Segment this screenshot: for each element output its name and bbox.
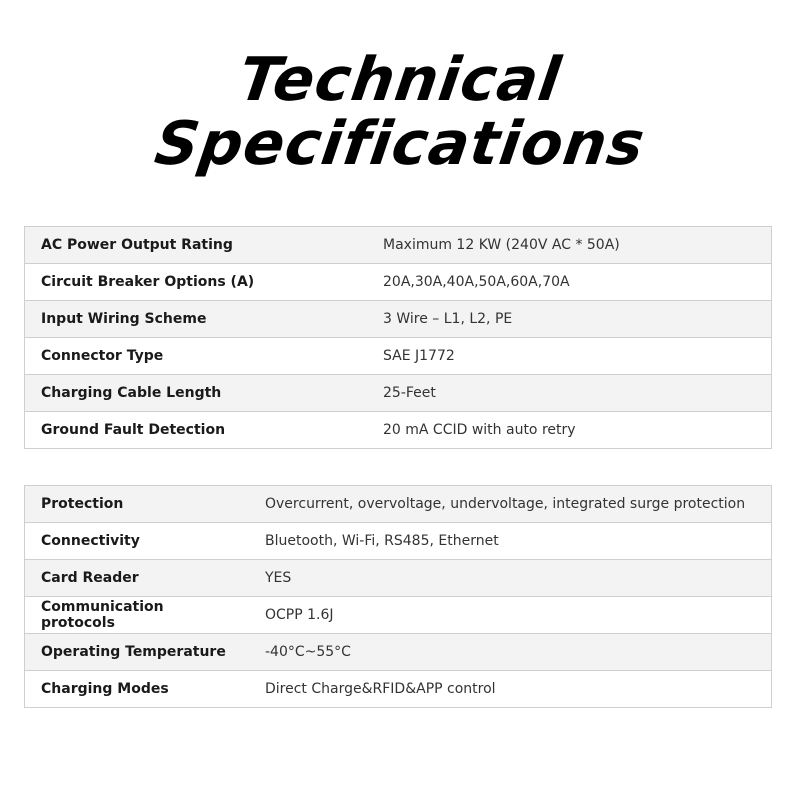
spec-value: SAE J1772 <box>367 338 772 375</box>
spec-label: Operating Temperature <box>25 634 250 671</box>
spec-value: Overcurrent, overvoltage, undervoltage, integrated surge protection <box>249 486 772 523</box>
spec-label: Input Wiring Scheme <box>25 301 368 338</box>
table-row <box>25 560 772 597</box>
spec-value: 20A,30A,40A,50A,60A,70A <box>367 264 772 301</box>
table-row <box>25 671 772 708</box>
table-row <box>25 301 772 338</box>
table-row <box>25 227 772 264</box>
table-row <box>25 375 772 412</box>
spec-value: Bluetooth, Wi-Fi, RS485, Ethernet <box>249 523 772 560</box>
spec-value: -40°C~55°C <box>249 634 772 671</box>
spec-value: 20 mA CCID with auto retry <box>367 412 772 449</box>
specs-table-features <box>24 485 772 708</box>
spec-label: Charging Cable Length <box>25 375 368 412</box>
spec-value: YES <box>249 560 772 597</box>
table-row <box>25 597 772 634</box>
specs-table-electrical <box>24 226 772 449</box>
spec-value: Direct Charge&RFID&APP control <box>249 671 772 708</box>
page-title-line-2: Specifications <box>150 109 650 179</box>
spec-value: Maximum 12 KW (240V AC * 50A) <box>367 227 772 264</box>
spec-label: Ground Fault Detection <box>25 412 368 449</box>
spec-label: Connector Type <box>25 338 368 375</box>
spec-value: OCPP 1.6J <box>249 597 772 634</box>
spec-label: Card Reader <box>25 560 250 597</box>
table-row <box>25 486 772 523</box>
page-title-line-1: Technical <box>234 45 566 115</box>
spec-label: Communication protocols <box>25 597 250 634</box>
table-row <box>25 634 772 671</box>
table-row <box>25 412 772 449</box>
table-row <box>25 523 772 560</box>
spec-label: Charging Modes <box>25 671 250 708</box>
spec-value: 25-Feet <box>367 375 772 412</box>
table-row <box>25 264 772 301</box>
spec-label: Protection <box>25 486 250 523</box>
table-row <box>25 338 772 375</box>
spec-label: AC Power Output Rating <box>25 227 368 264</box>
spec-value: 3 Wire – L1, L2, PE <box>367 301 772 338</box>
spec-label: Circuit Breaker Options (A) <box>25 264 368 301</box>
spec-label: Connectivity <box>25 523 250 560</box>
